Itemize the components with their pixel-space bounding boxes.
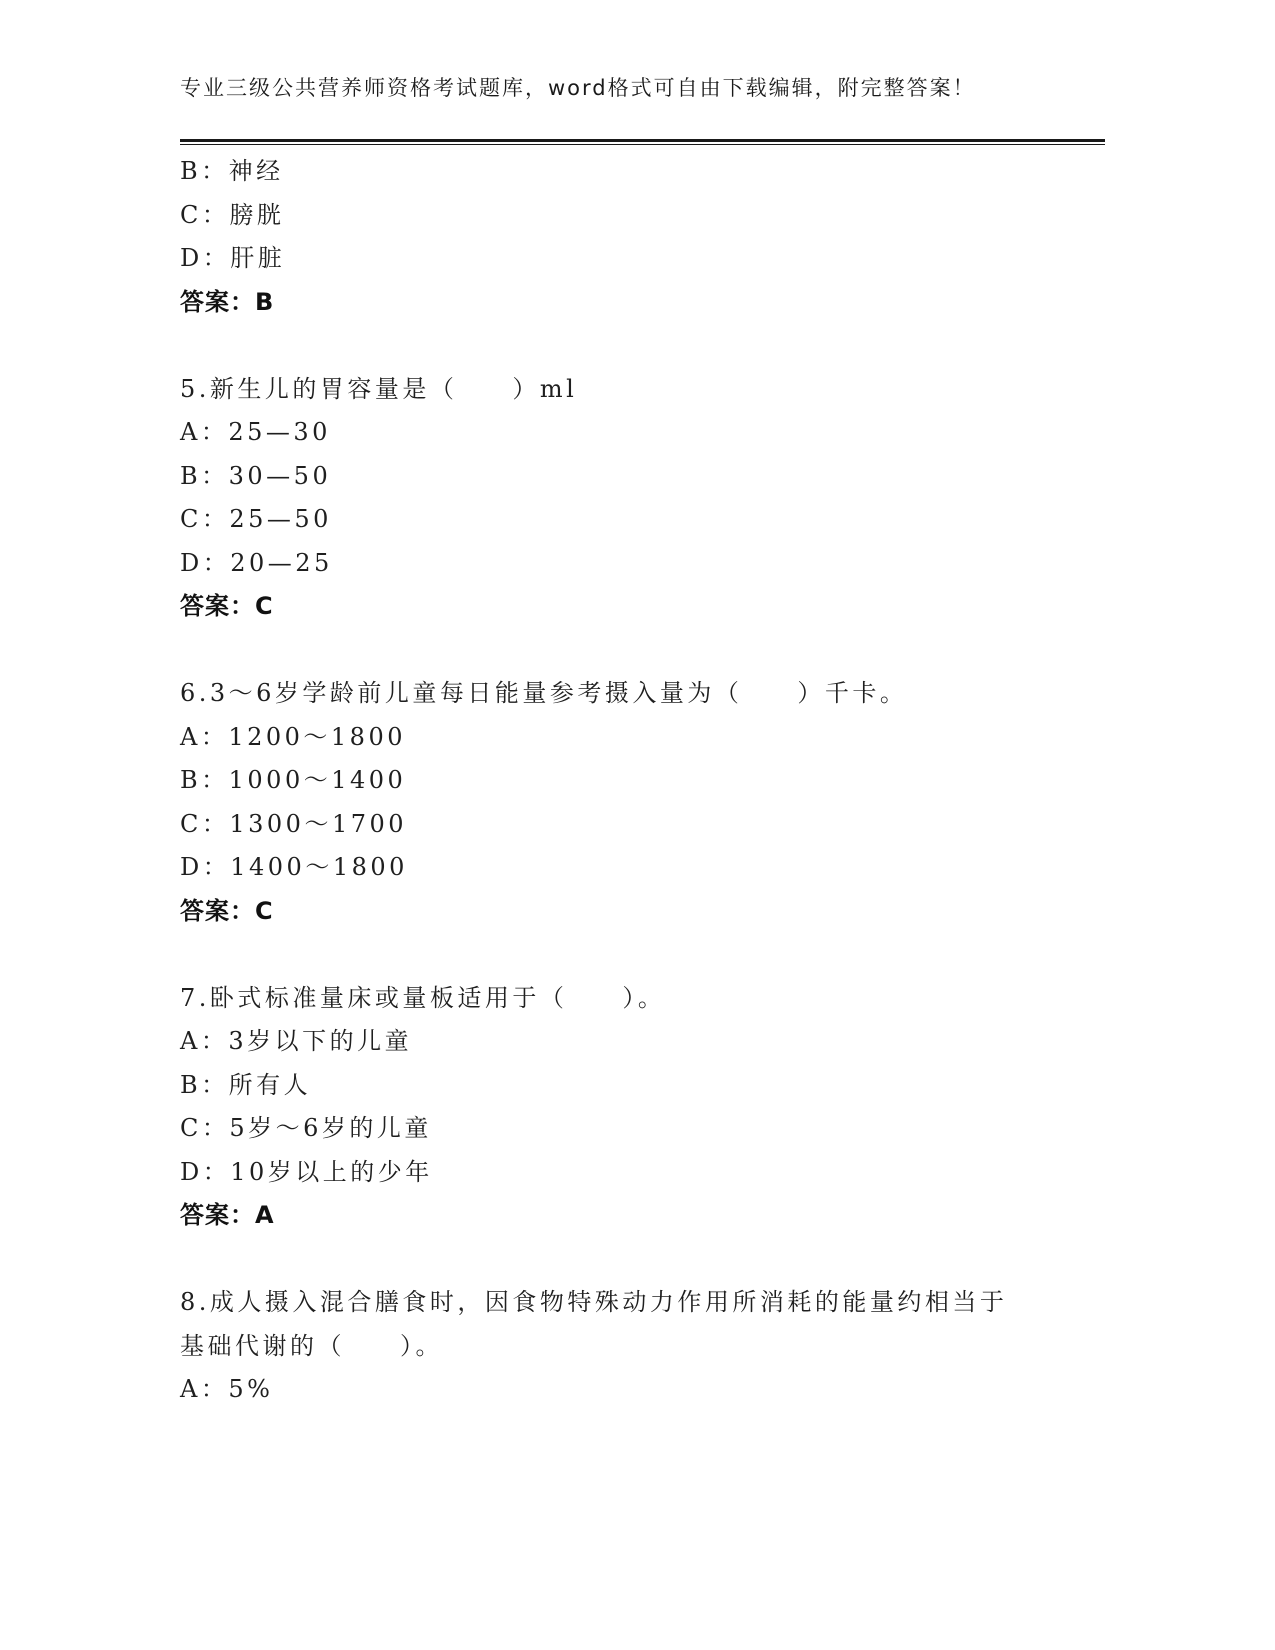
question-stem: 5.新生儿的胃容量是（ ）ml xyxy=(180,374,578,403)
question-8 xyxy=(180,1281,1105,1412)
question-stem-continued: 基础代谢的（ ）。 xyxy=(180,1331,443,1360)
option-a: A：3岁以下的儿童 xyxy=(180,1027,413,1055)
answer-line: 答案：B xyxy=(180,287,275,316)
option-c: C：5岁～6岁的儿童 xyxy=(180,1114,432,1142)
option-a: A：1200～1800 xyxy=(180,722,406,751)
option-b: B：1000～1400 xyxy=(180,766,407,794)
option-b: B：神经 xyxy=(180,157,284,185)
question-4-continued xyxy=(180,150,1105,324)
option-b: B：所有人 xyxy=(180,1070,312,1099)
question-7 xyxy=(180,977,1105,1238)
answer-line: 答案：C xyxy=(180,592,274,620)
question-stem: 8.成人摄入混合膳食时，因食物特殊动力作用所消耗的能量约相当于 xyxy=(180,1288,1008,1316)
answer-line: 答案：C xyxy=(180,896,274,925)
option-c: C：25—50 xyxy=(180,505,332,533)
page-header: 专业三级公共营养师资格考试题库，word格式可自由下载编辑，附完整答案！ xyxy=(180,76,976,100)
option-d: D：10岁以上的少年 xyxy=(180,1157,433,1186)
header-double-rule xyxy=(180,139,1105,145)
question-stem: 7.卧式标准量床或量板适用于（ ）。 xyxy=(180,983,666,1012)
option-d: D：20—25 xyxy=(180,548,333,577)
question-list xyxy=(180,150,1105,1412)
option-b: B：30—50 xyxy=(180,461,332,490)
option-a: A：25—30 xyxy=(180,418,331,446)
option-c: C：1300～1700 xyxy=(180,809,408,838)
question-5 xyxy=(180,368,1105,629)
option-c: C：膀胱 xyxy=(180,200,285,229)
option-d: D：1400～1800 xyxy=(180,853,408,881)
option-d: D：肝脏 xyxy=(180,244,286,272)
question-6 xyxy=(180,672,1105,933)
question-stem: 6.3～6岁学龄前儿童每日能量参考摄入量为（ ）千卡。 xyxy=(180,679,908,707)
answer-line: 答案：A xyxy=(180,1201,275,1229)
option-a: A：5% xyxy=(180,1375,274,1403)
